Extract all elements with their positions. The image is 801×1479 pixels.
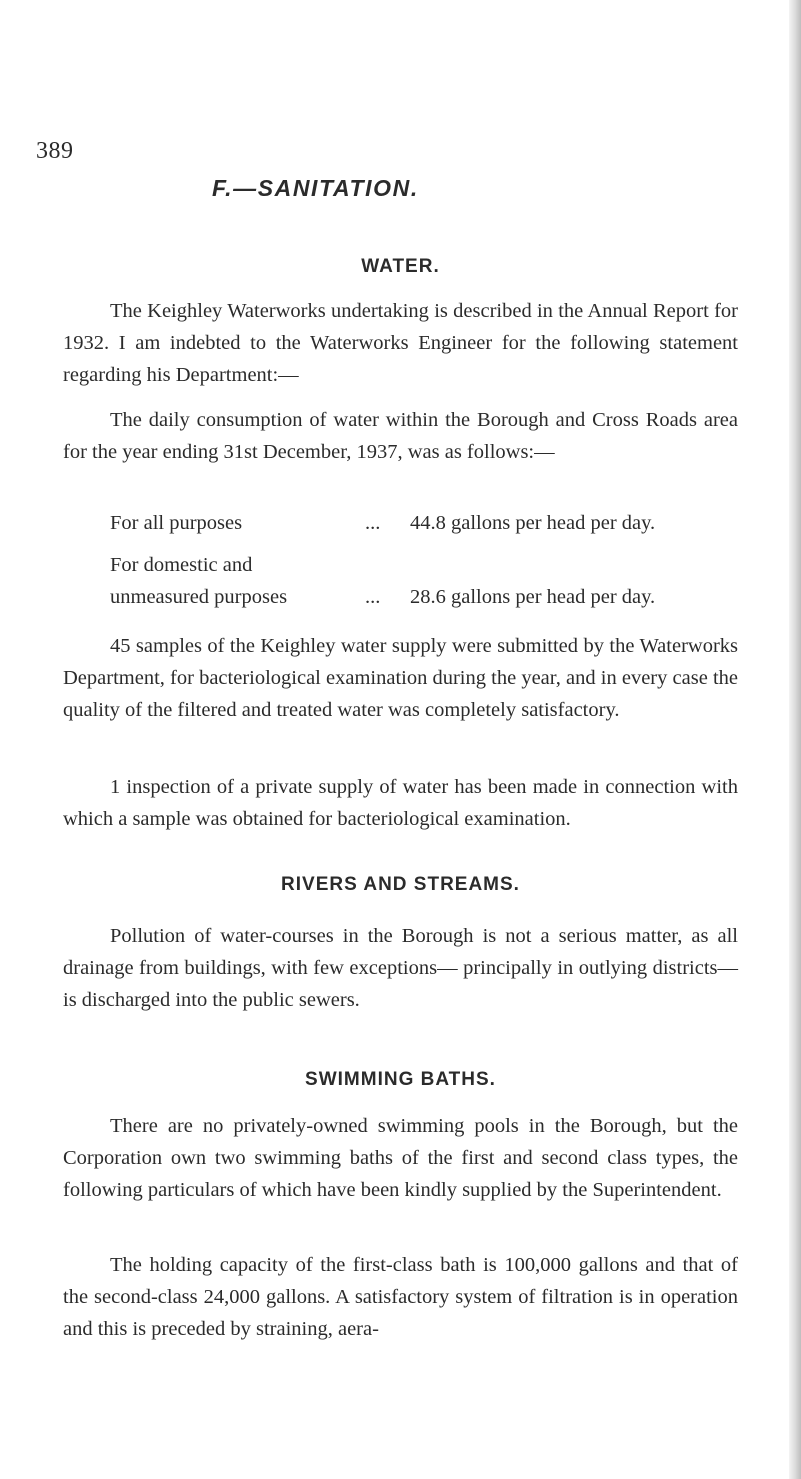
- page-edge-shadow: [789, 0, 801, 1479]
- water-heading: WATER.: [361, 256, 440, 277]
- leader-dots: ...: [365, 512, 381, 534]
- consumption-value: 44.8 gallons per head per day.: [410, 512, 656, 534]
- page-number: 389: [36, 138, 74, 164]
- consumption-intro-paragraph: [63, 404, 738, 468]
- inspection-paragraph: [63, 771, 738, 835]
- water-intro-paragraph: [63, 295, 738, 391]
- swimming-paragraph-2: [63, 1249, 738, 1345]
- chapter-title: F.—SANITATION.: [212, 175, 419, 201]
- consumption-row-domestic: [110, 581, 740, 613]
- swimming-paragraph-1: [63, 1110, 738, 1206]
- consumption-row-domestic-line1: [110, 549, 740, 581]
- samples-paragraph: [63, 630, 738, 726]
- swimming-text-2: The holding capacity of the first-class bath is 100,000 gallons and that of the second-class 24,000 gallons. A satisfactory system of filtration is in operation and this is preceded by straining, aera-: [63, 1254, 738, 1340]
- samples-text: 45 samples of the Keighley water supply were submitted by the Waterworks Department, for bacteriological examination during the year, and in every case the quality of the filtered and treated water was completely satisfactory.: [63, 635, 738, 721]
- inspection-text: 1 inspection of a private supply of water has been made in connection with which a sample was obtained for bacteriological examination.: [63, 776, 738, 830]
- swimming-heading: SWIMMING BATHS.: [305, 1069, 496, 1090]
- consumption-intro-text: The daily consumption of water within the Borough and Cross Roads area for the year ending 31st December, 1937, was as follows:—: [63, 409, 738, 463]
- consumption-value: 28.6 gallons per head per day.: [410, 586, 656, 608]
- rivers-text: Pollution of water-courses in the Borough is not a serious matter, as all drainage from buildings, with few exceptions— principally in outlying districts—is discharged into the public sewers.: [63, 925, 738, 1011]
- consumption-label-line1: For domestic and: [110, 554, 253, 576]
- swimming-text-1: There are no privately-owned swimming pools in the Borough, but the Corporation own two swimming baths of the first and second class types, the following particulars of which have been kindly supplied by the Superintendent.: [63, 1115, 738, 1201]
- water-intro-text: The Keighley Waterworks undertaking is described in the Annual Report for 1932. I am indebted to the Waterworks Engineer for the following statement regarding his Department:—: [63, 300, 738, 386]
- consumption-row-all-purposes: [110, 507, 740, 539]
- consumption-label: For all purposes: [110, 512, 243, 534]
- leader-dots: ...: [365, 586, 381, 608]
- rivers-paragraph: [63, 920, 738, 1016]
- rivers-heading: RIVERS AND STREAMS.: [281, 874, 520, 895]
- consumption-label: unmeasured purposes: [110, 586, 288, 608]
